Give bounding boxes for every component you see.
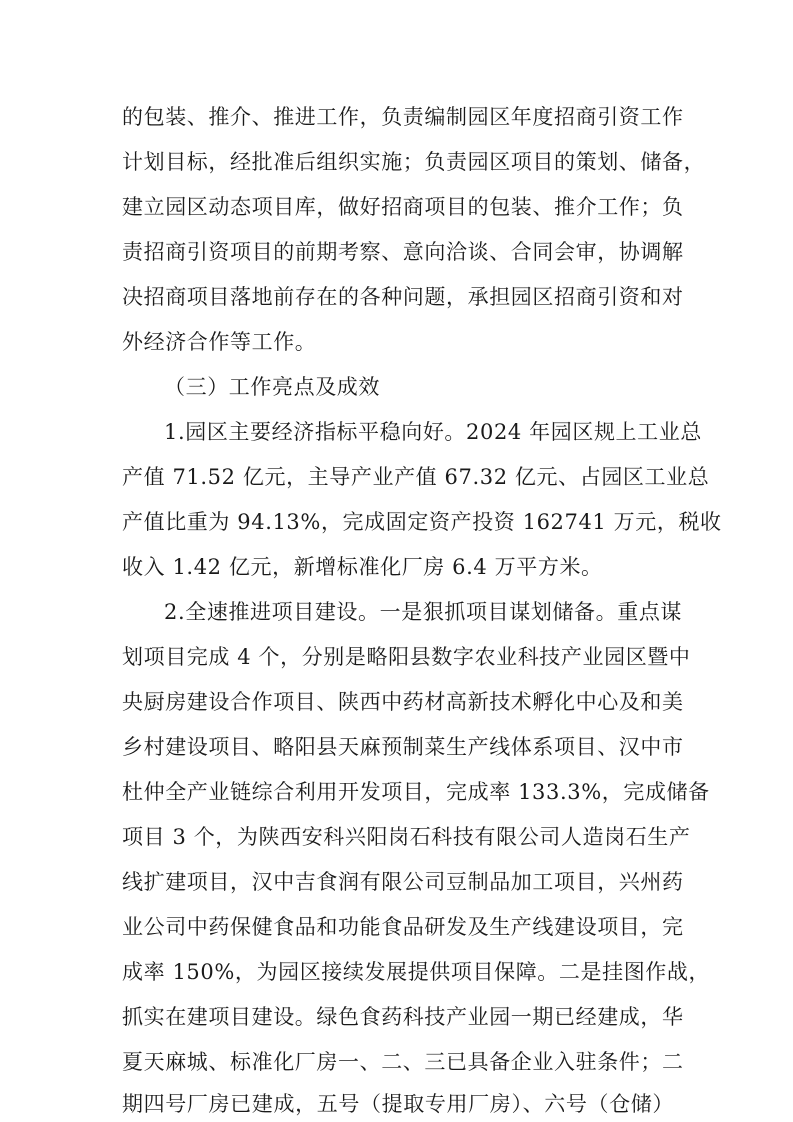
text-line: 划项目完成 4 个，分别是略阳县数字农业科技产业园区暨中 bbox=[122, 645, 691, 669]
text-line: 成率 150%，为园区接续发展提供项目保障。二是挂图作战， bbox=[122, 960, 711, 984]
text-line: 计划目标，经批准后组织实施；负责园区项目的策划、储备， bbox=[122, 150, 706, 174]
text-line: 期四号厂房已建成，五号（提取专用厂房）、六号（仓储） bbox=[122, 1092, 674, 1116]
text-line: 乡村建设项目、略阳县天麻预制菜生产线体系项目、汉中市 bbox=[122, 735, 684, 759]
text-line: 外经济合作等工作。 bbox=[122, 330, 317, 354]
section-heading: （三）工作亮点及成效 bbox=[164, 375, 380, 399]
text-line: 央厨房建设合作项目、陕西中药材高新技术孵化中心及和美 bbox=[122, 690, 684, 714]
text-line: 建立园区动态项目库，做好招商项目的包装、推介工作；负 bbox=[122, 195, 684, 219]
paragraph-first-line: 2.全速推进项目建设。一是狠抓项目谋划储备。重点谋 bbox=[164, 600, 683, 624]
text-line: 杜仲全产业链综合利用开发项目，完成率 133.3%，完成储备 bbox=[122, 780, 710, 804]
text-line: 项目 3 个，为陕西安科兴阳岗石科技有限公司人造岗石生产 bbox=[122, 825, 691, 849]
text-line: 线扩建项目，汉中吉食润有限公司豆制品加工项目，兴州药 bbox=[122, 870, 684, 894]
text-line: 夏天麻城、标准化厂房一、二、三已具备企业入驻条件；二 bbox=[122, 1050, 684, 1074]
text-line: 的包装、推介、推进工作，负责编制园区年度招商引资工作 bbox=[122, 105, 684, 129]
text-line: 决招商项目落地前存在的各种问题，承担园区招商引资和对 bbox=[122, 285, 684, 309]
text-line: 业公司中药保健食品和功能食品研发及生产线建设项目，完 bbox=[122, 915, 684, 939]
text-line: 产值比重为 94.13%，完成固定资产投资 162741 万元，税收 bbox=[122, 510, 722, 534]
text-line: 抓实在建项目建设。绿色食药科技产业园一期已经建成，华 bbox=[122, 1005, 684, 1029]
paragraph-first-line: 1.园区主要经济指标平稳向好。2024 年园区规上工业总 bbox=[164, 420, 702, 444]
text-line: 收入 1.42 亿元，新增标准化厂房 6.4 万平方米。 bbox=[122, 555, 603, 579]
text-line: 产值 71.52 亿元，主导产业产值 67.32 亿元、占园区工业总 bbox=[122, 465, 710, 489]
text-line: 责招商引资项目的前期考察、意向洽谈、合同会审，协调解 bbox=[122, 240, 684, 264]
